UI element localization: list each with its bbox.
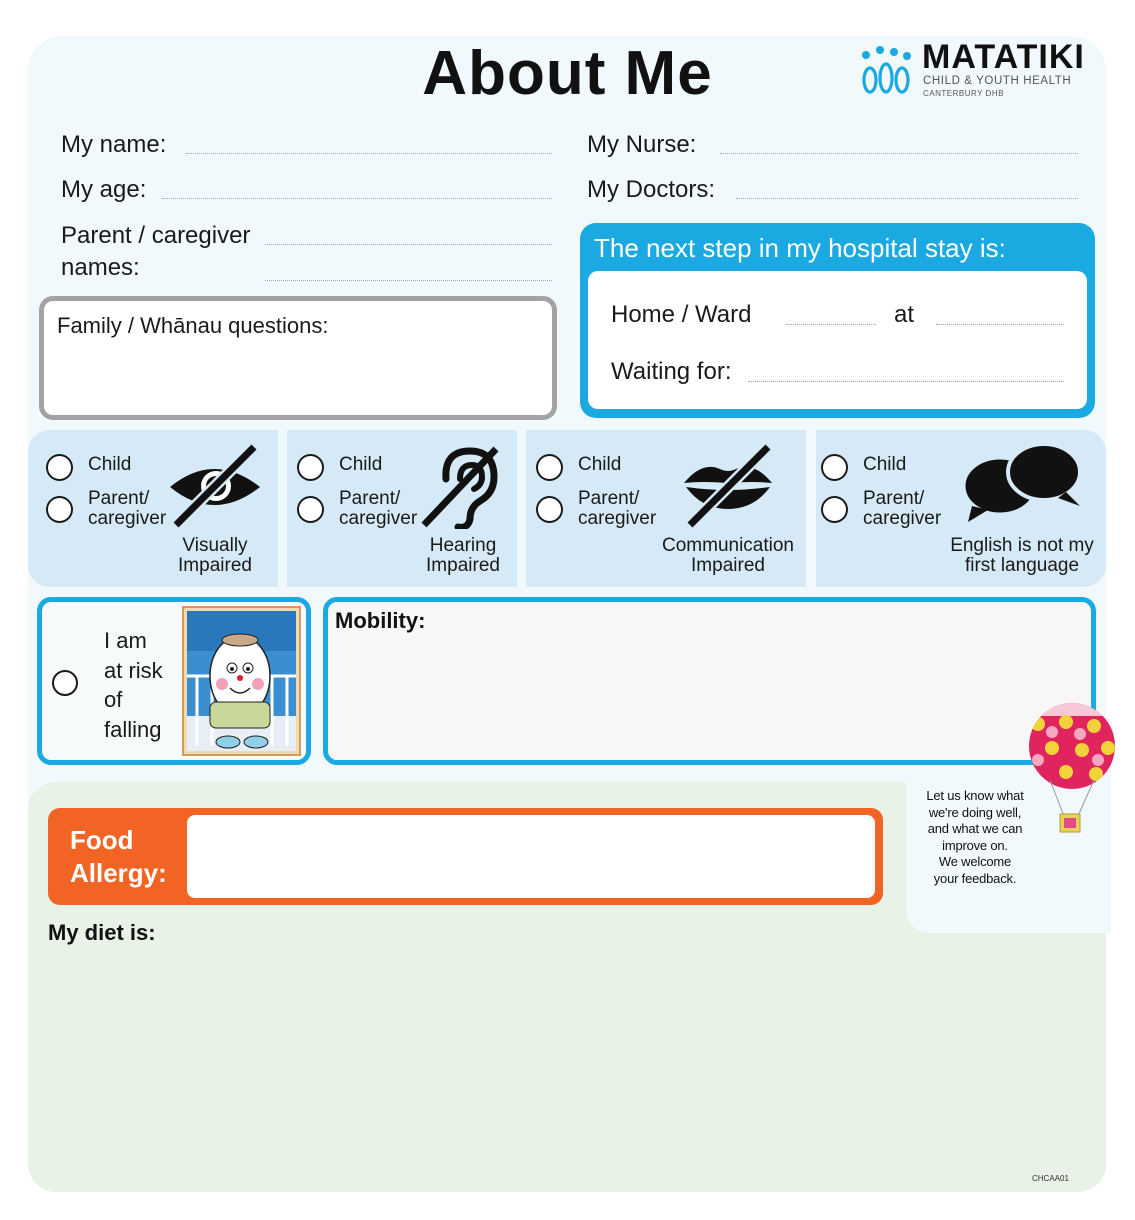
my-age-field[interactable] [162,198,552,199]
page-title: About Me [422,39,713,108]
parent-names-field-2[interactable] [265,280,552,281]
falling-risk-box [37,597,311,765]
waiting-for-field[interactable] [748,381,1064,382]
hearing-caption: Hearing Impaired [426,535,500,576]
falling-risk-radio[interactable] [52,670,78,696]
parent-names-label: Parent / caregiver [61,222,251,249]
language-parent-radio[interactable] [821,496,848,523]
language-parent-label: Parent/ [863,488,925,509]
hot-air-balloon-icon [1026,702,1118,836]
communication-parent-label: Parent/ [578,488,640,509]
waiting-for-label: Waiting for: [611,358,732,385]
at-field[interactable] [936,324,1064,325]
next-step-box [580,223,1095,418]
visual-child-label: Child [88,454,132,475]
diet-label: My diet is: [48,920,156,945]
at-label: at [894,301,915,328]
language-caption: English is not my first language [950,535,1094,576]
ear-crossed-icon [418,443,506,529]
communication-parent-radio[interactable] [536,496,563,523]
visual-caption: Visually Impaired [178,535,252,576]
hearing-parent-label: Parent/ [339,488,401,509]
visual-parent-label-2: caregiver [88,508,167,529]
food-allergy-box [48,808,883,905]
my-name-field[interactable] [186,153,552,154]
communication-parent-label-2: caregiver [578,508,657,529]
falling-risk-label: I am at risk of falling [104,628,163,742]
feedback-text: Let us know what we're doing well, and what we can improve on. We welcome your feedback. [926,788,1024,886]
parent-names-field[interactable] [265,244,552,245]
family-questions-box[interactable] [39,296,557,420]
eye-crossed-icon [168,443,262,529]
food-allergy-field[interactable] [187,815,875,898]
family-questions-label: Family / Whānau questions: [57,313,329,338]
lips-crossed-icon [682,443,774,529]
logo-subtitle-2: CANTERBURY DHB [923,89,1004,98]
mobility-box[interactable] [323,597,1096,765]
language-child-radio[interactable] [821,454,848,481]
parent-names-label-2: names: [61,254,140,281]
food-allergy-label: Food Allergy: [70,825,167,888]
visual-parent-label: Parent/ [88,488,150,509]
my-name-label: My name: [61,131,167,158]
my-doctors-label: My Doctors: [587,176,716,203]
language-child-label: Child [863,454,907,475]
ward-field[interactable] [786,324,876,325]
speech-bubbles-icon [962,440,1084,524]
hearing-parent-radio[interactable] [297,496,324,523]
diet-field[interactable] [48,955,1088,1175]
next-step-title: The next step in my hospital stay is: [594,233,1006,263]
visual-child-radio[interactable] [46,454,73,481]
form-code: CHCAA01 [1032,1174,1069,1183]
my-nurse-field[interactable] [720,153,1078,154]
communication-child-label: Child [578,454,622,475]
communication-child-radio[interactable] [536,454,563,481]
humpty-dumpty-image [182,606,301,756]
visual-parent-radio[interactable] [46,496,73,523]
my-age-label: My age: [61,176,147,203]
home-ward-label: Home / Ward [611,301,752,328]
next-step-inner [588,271,1087,409]
hearing-parent-label-2: caregiver [339,508,418,529]
hearing-child-radio[interactable] [297,454,324,481]
logo-name: MATATIKI [922,38,1085,76]
my-nurse-label: My Nurse: [587,131,697,158]
mobility-label: Mobility: [335,608,426,633]
matatiki-logo-icon [858,44,914,100]
language-parent-label-2: caregiver [863,508,942,529]
logo-subtitle: CHILD & YOUTH HEALTH [923,75,1072,87]
my-doctors-field[interactable] [736,198,1078,199]
communication-caption: Communication Impaired [662,535,794,576]
hearing-child-label: Child [339,454,383,475]
